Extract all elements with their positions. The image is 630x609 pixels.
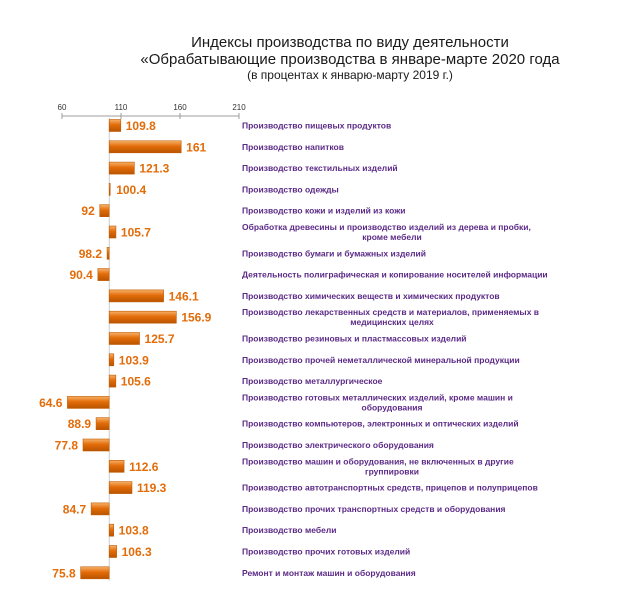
value-label: 161 bbox=[186, 140, 207, 155]
category-label: Производство компьютеров, электронных и оптических изделий bbox=[242, 418, 519, 429]
value-label: 112.6 bbox=[129, 459, 159, 474]
category-label: Производство автотранспортных средств, прицепов и полуприцепов bbox=[242, 482, 538, 493]
bar bbox=[98, 269, 109, 281]
value-label: 121.3 bbox=[139, 161, 170, 176]
category-label: Производство химических веществ и химических продуктов bbox=[242, 290, 500, 301]
category-label: Производство готовых металлических изделий, кроме машин и оборудования bbox=[242, 392, 513, 413]
value-label: 64.6 bbox=[39, 395, 63, 410]
category-label: Производство электрического оборудования bbox=[242, 440, 434, 450]
value-label: 77.8 bbox=[54, 438, 79, 453]
category-label: Производство мебели bbox=[242, 525, 337, 536]
category-label: Производство текстильных изделий bbox=[242, 163, 398, 174]
bar bbox=[83, 439, 109, 451]
x-tick-label: 60 bbox=[57, 103, 67, 112]
bar bbox=[81, 567, 110, 579]
value-label: 125.7 bbox=[144, 332, 175, 346]
value-label: 103.8 bbox=[118, 523, 149, 538]
bar bbox=[109, 226, 116, 238]
category-label: Производство кожи и изделий из кожи bbox=[242, 205, 406, 216]
value-label: 119.3 bbox=[136, 481, 167, 496]
labels bbox=[39, 119, 548, 580]
category-label: Производство резиновых и пластмассовых изделий bbox=[242, 333, 467, 344]
value-label: 100.4 bbox=[116, 182, 147, 197]
value-label: 146.1 bbox=[168, 289, 199, 304]
category-label: Производство прочих готовых изделий bbox=[242, 546, 411, 557]
x-tick-label: 160 bbox=[173, 103, 187, 112]
bar bbox=[109, 311, 176, 323]
category-label: Производство машин и оборудования, не включенных в другие группировки bbox=[242, 456, 514, 477]
category-label: Производство напитков bbox=[242, 141, 344, 152]
category-label: Деятельность полиграфическая и копирование носителей информации bbox=[242, 269, 548, 280]
bar bbox=[109, 375, 116, 387]
value-label: 109.8 bbox=[125, 119, 156, 133]
bar bbox=[109, 333, 139, 345]
bar bbox=[96, 418, 109, 430]
bar bbox=[109, 546, 116, 558]
bar bbox=[109, 460, 124, 472]
category-label: Производство одежды bbox=[242, 184, 339, 195]
x-tick-label: 110 bbox=[114, 103, 128, 112]
category-label: Производство прочей неметаллической минеральной продукции bbox=[242, 354, 520, 365]
value-label: 105.7 bbox=[120, 225, 151, 240]
bar bbox=[67, 396, 109, 408]
bar bbox=[107, 247, 109, 259]
category-label: Производство металлургическое bbox=[242, 376, 383, 387]
value-label: 103.9 bbox=[118, 353, 149, 368]
bar bbox=[109, 141, 181, 153]
bar bbox=[109, 120, 121, 132]
chart-subtitle: (в процентах к январю-марту 2019 г.) bbox=[247, 68, 453, 82]
bar bbox=[100, 205, 109, 217]
bar bbox=[109, 183, 110, 195]
category-label: Производство лекарственных средств и материалов, применяемых в медицинских целях bbox=[242, 307, 540, 328]
value-label: 106.3 bbox=[121, 545, 152, 559]
category-label: Производство бумаги и бумажных изделий bbox=[242, 248, 426, 259]
chart-title-line-1: Индексы производства по виду деятельности bbox=[191, 34, 509, 51]
bar bbox=[109, 162, 134, 174]
value-label: 75.8 bbox=[52, 566, 76, 581]
value-label: 92 bbox=[81, 204, 95, 219]
value-label: 98.2 bbox=[78, 246, 103, 261]
bar bbox=[109, 290, 163, 302]
x-tick-label: 210 bbox=[232, 103, 246, 112]
bar bbox=[109, 482, 132, 494]
category-label: Производство прочих транспортных средств и оборудования bbox=[242, 503, 506, 514]
value-label: 84.7 bbox=[62, 502, 87, 517]
category-label: Обработка древесины и производство изделий из дерева и пробки, кроме мебели bbox=[242, 222, 531, 242]
chart-title-line-2: «Обрабатывающие производства в январе-марте 2020 года bbox=[140, 51, 560, 68]
category-label: Производство пищевых продуктов bbox=[242, 120, 392, 131]
category-label: Ремонт и монтаж машин и оборудования bbox=[242, 567, 416, 578]
value-label: 156.9 bbox=[181, 310, 212, 325]
bar bbox=[109, 524, 113, 536]
bar bbox=[91, 503, 109, 515]
value-label: 88.9 bbox=[67, 417, 92, 432]
bar bbox=[109, 354, 114, 366]
value-label: 105.6 bbox=[120, 374, 151, 389]
value-label: 90.4 bbox=[69, 268, 93, 283]
